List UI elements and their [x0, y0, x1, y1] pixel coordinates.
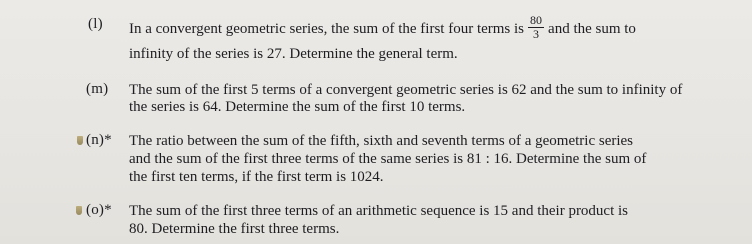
problem-text: In a convergent geometric series, the sum of the first four terms is — [129, 20, 525, 37]
highlight-mark — [77, 136, 83, 145]
problem-label: (m) — [86, 81, 109, 97]
problem-text-line: and the sum of the first three terms of the same series is 81 : 16. Determine the sum of — [129, 151, 647, 167]
problem-text-line: the series is 64. Determine the sum of the first 10 terms. — [129, 99, 466, 115]
problem-text-line — [129, 13, 636, 43]
problem-text: and the sum to — [548, 20, 636, 37]
fraction-numerator: 80 — [530, 13, 543, 27]
problem-label: (l) — [88, 16, 103, 32]
problem-text-line: the first ten terms, if the first term is 1024. — [129, 169, 384, 185]
highlight-mark — [76, 206, 82, 215]
fraction — [528, 14, 544, 41]
problem-text-line: infinity of the series is 27. Determine the general term. — [129, 46, 458, 62]
fraction-denominator: 3 — [533, 27, 540, 41]
problem-label: (n)* — [86, 132, 112, 148]
problem-text-line: The ratio between the sum of the fifth, sixth and seventh terms of a geometric series — [129, 133, 634, 149]
problem-text-line: The sum of the first three terms of an arithmetic sequence is 15 and their product is — [129, 203, 629, 219]
problem-label: (o)* — [86, 202, 112, 218]
problem-text-line: 80. Determine the first three terms. — [129, 221, 340, 237]
problem-text-line: The sum of the first 5 terms of a convergent geometric series is 62 and the sum to infinity of — [129, 82, 683, 98]
